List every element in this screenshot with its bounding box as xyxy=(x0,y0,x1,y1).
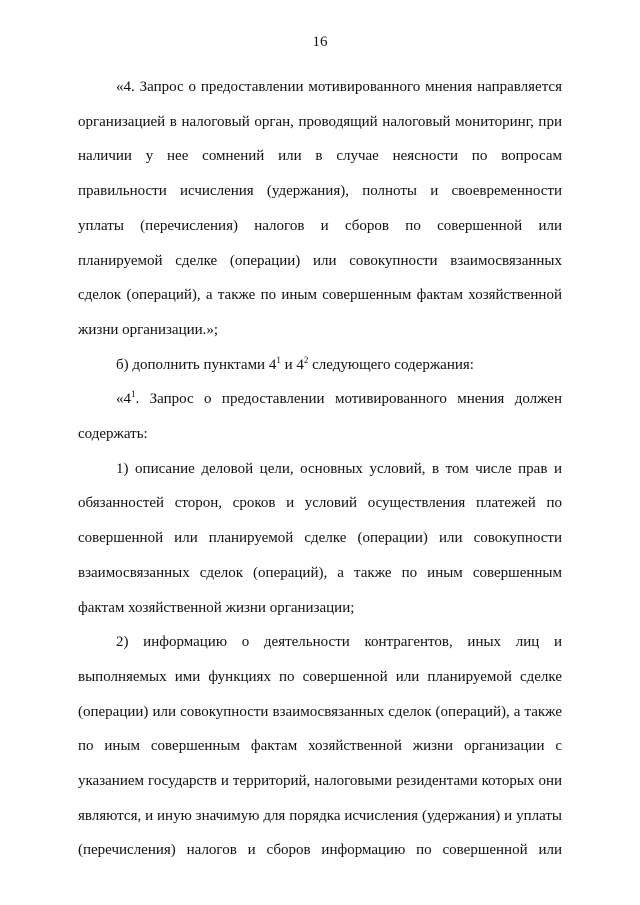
superscript: 2 xyxy=(303,354,309,365)
paragraph-text: и 4 xyxy=(280,356,304,373)
paragraph-item-1: 1) описание деловой цели, основных условий, в том числе прав и обязанностей сторон, сроков и условий осуществления платежей по совершенной или планируемой сделке (операции) или совокупности взаимосвязанных сделок (операций), а также по иным совершенным фактам хозяйственной жизни организации; xyxy=(78,460,562,616)
paragraph-text: следующего содержания: xyxy=(308,356,474,373)
superscript: 1 xyxy=(131,389,136,400)
paragraph-amendment-b xyxy=(78,348,562,383)
paragraph-clause-4: «4. Запрос о предоставлении мотивированного мнения направляется организацией в налоговый орган, проводящий налоговый мониторинг, при наличии у нее сомнений или в случае неясности по вопросам правильности исчисления (удержания), полноты и своевременности уплаты (перечисления) налогов и сборов по совершенной или планируемой сделке (операции) или совокупности взаимосвязанных сделок (операций), а также по иным совершенным фактам хозяйственной жизни организации.»; xyxy=(78,79,562,338)
paragraph-text: «4 xyxy=(116,391,131,408)
superscript: 1 xyxy=(276,354,281,365)
paragraph-text: . Запрос о предоставлении мотивированного мнения должен содержать: xyxy=(78,391,562,443)
paragraph-item-2: 2) информацию о деятельности контрагентов, иных лиц и выполняемых ими функциях по совершенной или планируемой сделке (операции) или совокупности взаимосвязанных сделок (операций), а также по иным совершенным фактам хозяйственной жизни организации с указанием государств и территорий, налоговыми резидентами которых они являются, и иную значимую для порядка исчисления (удержания) и уплаты (перечисления) налогов и сборов информацию по совершенной или xyxy=(78,634,562,859)
paragraph-text: б) дополнить пунктами 4 xyxy=(116,356,277,373)
page-number: 16 xyxy=(312,34,328,50)
paragraph-clause-4-1 xyxy=(78,382,562,451)
document-body xyxy=(78,70,562,868)
